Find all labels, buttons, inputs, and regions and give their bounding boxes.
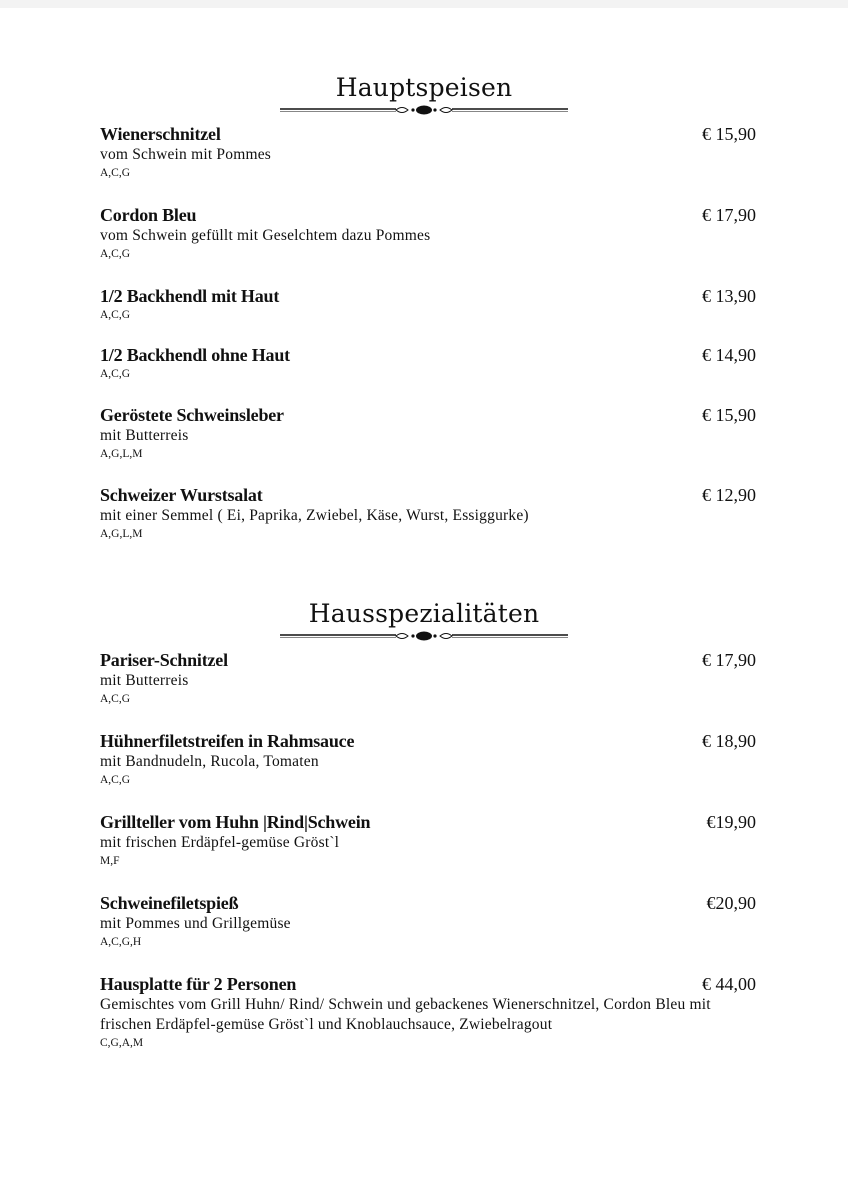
section-hausspezialitaeten — [0, 598, 848, 642]
item-description: mit Bandnudeln, Rucola, Tomaten — [100, 753, 319, 770]
item-price: € 15,90 — [702, 405, 756, 425]
item-description: mit Butterreis — [100, 672, 189, 689]
item-name: Cordon Bleu — [100, 205, 197, 225]
menu-item — [100, 649, 756, 707]
menu-item — [100, 973, 756, 1051]
item-price: € 44,00 — [702, 974, 756, 994]
item-price: € 15,90 — [702, 124, 756, 144]
item-name: Hühnerfiletstreifen in Rahmsauce — [100, 731, 355, 751]
top-edge — [0, 0, 848, 8]
item-price: €19,90 — [706, 812, 756, 832]
menu-item — [100, 484, 756, 542]
item-description: mit Butterreis — [100, 427, 189, 444]
item-price: € 14,90 — [702, 345, 756, 365]
menu-item — [100, 892, 756, 950]
item-name: Hausplatte für 2 Personen — [100, 974, 297, 994]
item-description: vom Schwein mit Pommes — [100, 146, 272, 163]
item-allergens: A,C,G,H — [100, 936, 142, 948]
menu-item — [100, 404, 756, 462]
item-allergens: C,G,A,M — [100, 1037, 144, 1049]
section-title: Hauptspeisen — [335, 73, 513, 102]
item-allergens: A,C,G — [100, 167, 131, 179]
item-price: €20,90 — [706, 893, 756, 913]
section-title: Hausspezialitäten — [308, 599, 540, 628]
item-description: mit Pommes und Grillgemüse — [100, 915, 291, 932]
divider-ornament-icon — [278, 104, 570, 116]
menu-item — [100, 811, 756, 869]
menu-item — [100, 344, 756, 382]
item-name: Geröstete Schweinsleber — [100, 405, 284, 425]
menu-item — [100, 285, 756, 323]
item-allergens: A,C,G — [100, 774, 131, 786]
item-allergens: A,C,G — [100, 368, 131, 380]
item-allergens: A,C,G — [100, 248, 131, 260]
item-price: € 17,90 — [702, 650, 756, 670]
item-allergens: A,G,L,M — [100, 528, 143, 540]
item-name: 1/2 Backhendl mit Haut — [100, 286, 280, 306]
item-name: Grillteller vom Huhn |Rind|Schwein — [100, 812, 371, 832]
item-price: € 17,90 — [702, 205, 756, 225]
item-price: € 18,90 — [702, 731, 756, 751]
item-price: € 13,90 — [702, 286, 756, 306]
item-description: mit einer Semmel ( Ei, Paprika, Zwiebel, Käse, Wurst, Essiggurke) — [100, 507, 529, 524]
item-allergens: A,G,L,M — [100, 448, 143, 460]
item-description: Gemischtes vom Grill Huhn/ Rind/ Schwein und gebackenes Wienerschnitzel, Cordon Bleu mit frischen Erdäpfel-gemüse Gröst`l und Knoblauchsauce, Zwiebelragout — [100, 996, 711, 1033]
section-hauptspeisen — [0, 72, 848, 116]
item-name: Schweizer Wurstsalat — [100, 485, 263, 505]
item-name: Pariser-Schnitzel — [100, 650, 228, 670]
item-allergens: M,F — [100, 855, 120, 867]
menu-item — [100, 204, 756, 262]
item-name: Wienerschnitzel — [100, 124, 221, 144]
item-description: mit frischen Erdäpfel-gemüse Gröst`l — [100, 834, 340, 851]
item-name: 1/2 Backhendl ohne Haut — [100, 345, 290, 365]
item-price: € 12,90 — [702, 485, 756, 505]
menu-item — [100, 730, 756, 788]
item-name: Schweinefiletspieß — [100, 893, 239, 913]
divider-ornament-icon — [278, 630, 570, 642]
item-allergens: A,C,G — [100, 693, 131, 705]
menu-item — [100, 123, 756, 181]
item-allergens: A,C,G — [100, 309, 131, 321]
item-description: vom Schwein gefüllt mit Geselchtem dazu Pommes — [100, 227, 431, 244]
